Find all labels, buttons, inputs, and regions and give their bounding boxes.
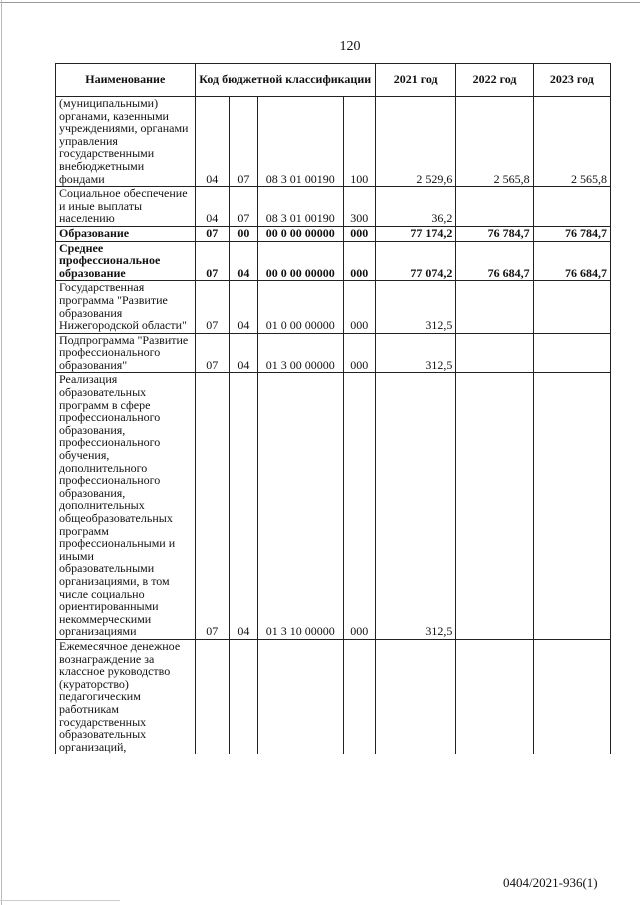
row-2022: 76 784,7	[456, 226, 533, 241]
row-csr: 08 3 01 00190	[257, 187, 343, 227]
table-row-continued	[56, 639, 611, 754]
row-csr: 01 0 00 00000	[257, 281, 343, 333]
row-2021: 77 174,2	[375, 226, 456, 241]
row-2022: 76 684,7	[456, 241, 533, 281]
row-2023	[533, 639, 610, 754]
header-2023: 2023 год	[533, 64, 610, 97]
row-2021: 312,5	[375, 373, 456, 639]
row-rz: 07	[195, 226, 229, 241]
row-rz	[195, 639, 229, 754]
row-2022	[456, 373, 533, 639]
row-2022	[456, 187, 533, 227]
row-rz: 04	[195, 187, 229, 227]
row-2022	[456, 639, 533, 754]
row-vr: 000	[343, 281, 375, 333]
row-2023	[533, 187, 610, 227]
table-row	[56, 187, 611, 227]
row-name: Ежемесячное денежное вознаграждение за классное руководство (кураторство) педагогическим работникам государственных образовательных организаций,	[56, 639, 196, 754]
row-2021: 312,5	[375, 281, 456, 333]
row-name: Социальное обеспечение и иные выплаты населению	[56, 187, 196, 227]
scan-edge-bottom	[0, 900, 120, 901]
row-2023	[533, 281, 610, 333]
row-2023: 76 684,7	[533, 241, 610, 281]
row-csr: 01 3 10 00000	[257, 373, 343, 639]
row-vr: 000	[343, 241, 375, 281]
table-row	[56, 373, 611, 639]
row-pr: 07	[229, 97, 257, 187]
row-2023	[533, 333, 610, 373]
row-2021: 2 529,6	[375, 97, 456, 187]
table-row-subsection	[56, 241, 611, 281]
page-number: 120	[339, 39, 361, 54]
row-2022	[456, 281, 533, 333]
table-row	[56, 97, 611, 187]
table-header-row	[56, 64, 611, 97]
row-name: (муниципальными) органами, казенными учреждениями, органами управления государственными внебюджетными фондами	[56, 97, 196, 187]
row-csr: 08 3 01 00190	[257, 97, 343, 187]
row-2022: 2 565,8	[456, 97, 533, 187]
row-vr: 000	[343, 226, 375, 241]
row-name: Подпрограмма "Развитие профессионального образования"	[56, 333, 196, 373]
row-name: Образование	[56, 226, 196, 241]
row-pr: 04	[229, 333, 257, 373]
row-rz: 07	[195, 333, 229, 373]
row-vr: 000	[343, 373, 375, 639]
row-2021: 312,5	[375, 333, 456, 373]
row-vr: 100	[343, 97, 375, 187]
row-pr	[229, 639, 257, 754]
row-name: Реализация образовательных программ в сфере профессионального образования, профессионального обучения, дополнительного профессионального образования, дополнительных общеобразовательных программ профессиональными и иными образовательными организациями, в том числе социально ориентированными некоммерческими организациями	[56, 373, 196, 639]
header-2022: 2022 год	[456, 64, 533, 97]
row-2023: 2 565,8	[533, 97, 610, 187]
header-name: Наименование	[56, 64, 196, 97]
row-pr: 04	[229, 281, 257, 333]
row-csr	[257, 639, 343, 754]
document-code: 0404/2021-936(1)	[503, 875, 598, 890]
row-2023	[533, 373, 610, 639]
scan-edge-left	[1, 0, 2, 905]
row-2021: 36,2	[375, 187, 456, 227]
header-code: Код бюджетной классификации	[195, 64, 375, 97]
row-pr: 04	[229, 241, 257, 281]
row-csr: 01 3 00 00000	[257, 333, 343, 373]
row-csr: 00 0 00 00000	[257, 241, 343, 281]
row-rz: 04	[195, 97, 229, 187]
row-rz: 07	[195, 373, 229, 639]
row-pr: 00	[229, 226, 257, 241]
row-vr	[343, 639, 375, 754]
budget-table	[55, 63, 611, 754]
header-2021: 2021 год	[375, 64, 456, 97]
row-csr: 00 0 00 00000	[257, 226, 343, 241]
row-vr: 300	[343, 187, 375, 227]
table-row	[56, 333, 611, 373]
row-2022	[456, 333, 533, 373]
scan-edge-top	[0, 2, 640, 3]
row-pr: 07	[229, 187, 257, 227]
table-row	[56, 281, 611, 333]
row-name: Среднее профессиональное образование	[56, 241, 196, 281]
row-2021	[375, 639, 456, 754]
row-2023: 76 784,7	[533, 226, 610, 241]
row-rz: 07	[195, 281, 229, 333]
row-name: Государственная программа "Развитие образования Нижегородской области"	[56, 281, 196, 333]
row-pr: 04	[229, 373, 257, 639]
row-2021: 77 074,2	[375, 241, 456, 281]
row-rz: 07	[195, 241, 229, 281]
row-vr: 000	[343, 333, 375, 373]
table-row-section	[56, 226, 611, 241]
